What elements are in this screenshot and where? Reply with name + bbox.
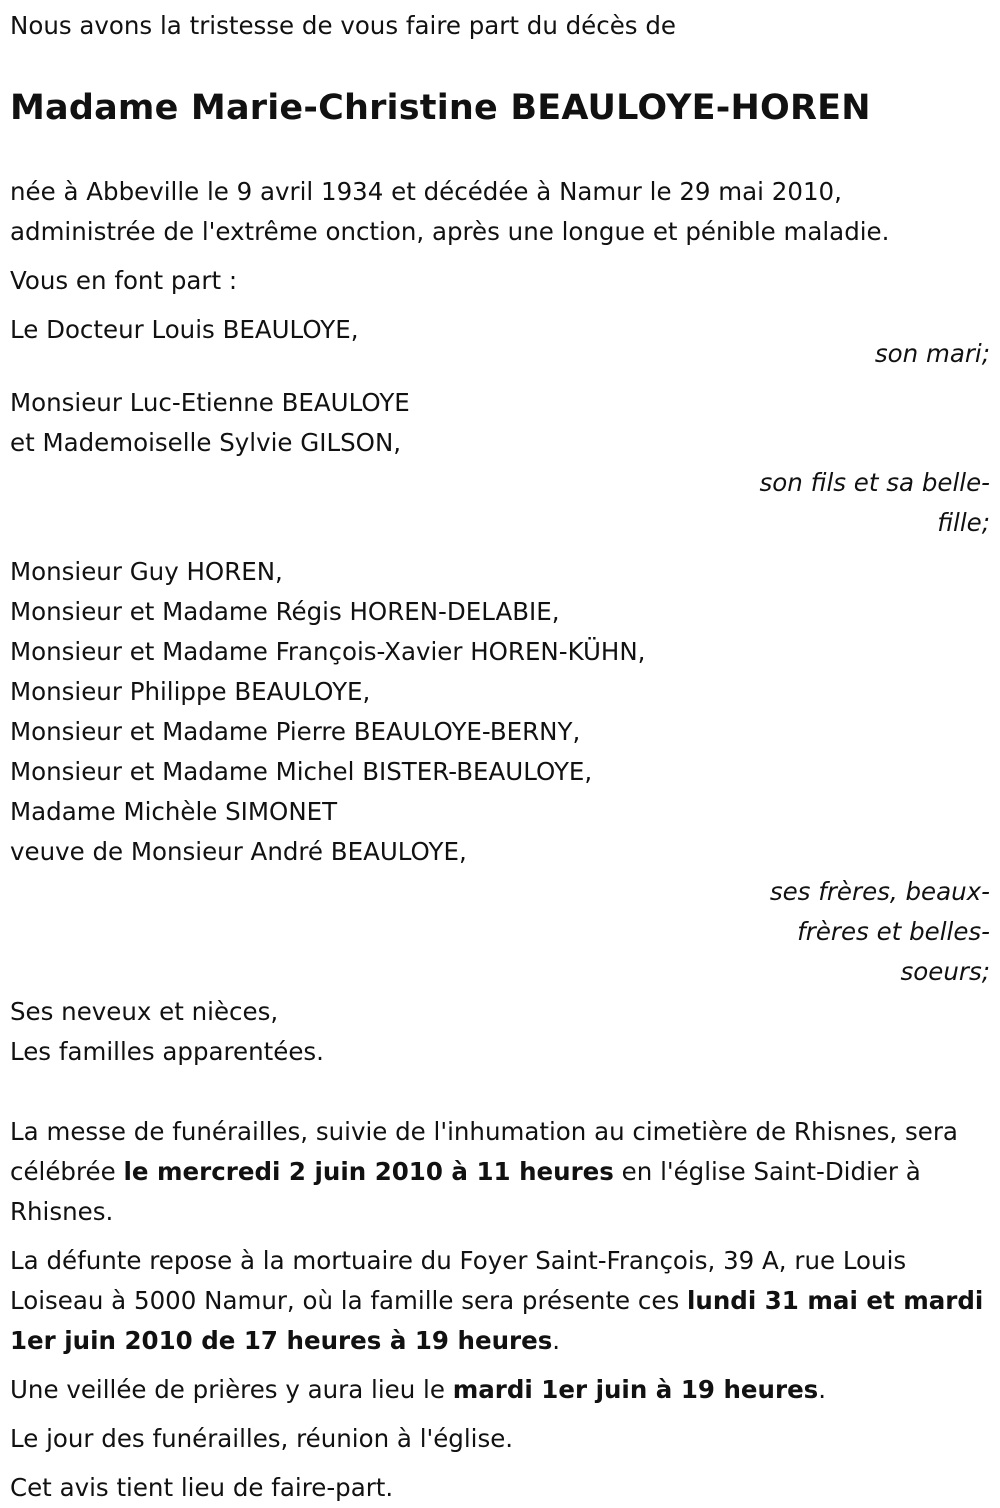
mortuary-text: . [552, 1326, 561, 1355]
funeral-text: La messe de funérailles, suivie de l'inhumation au cimetière de Rhisnes, sera célébrée [10, 1117, 958, 1186]
family-member: Monsieur et Madame François-Xavier HOREN-KÜHN, [10, 637, 646, 666]
family-member: Monsieur et Madame Régis HOREN-DELABIE, [10, 597, 560, 626]
other-relatives [10, 992, 990, 1072]
family-member: veuve de Monsieur André BEAULOYE, [10, 837, 467, 866]
family-member: Le Docteur Louis BEAULOYE, [10, 315, 359, 344]
family-group-husband [10, 310, 990, 374]
funeral-date-time: le mercredi 2 juin 2010 à 11 heures [123, 1157, 614, 1186]
relation-label: son fils et sa belle-fille; [759, 468, 990, 537]
relation-label: son mari; [874, 339, 990, 368]
family-member: Monsieur Guy HOREN, [10, 557, 283, 586]
other-relative-line: Les familles apparentées. [10, 1037, 324, 1066]
family-member: Monsieur Luc-Etienne BEAULOYE [10, 388, 410, 417]
funeral-mass-paragraph [10, 1112, 990, 1232]
vigil-text: . [818, 1375, 827, 1404]
mortuary-paragraph [10, 1241, 990, 1361]
relation-label: ses frères, beaux-frères et belles-soeurs; [769, 877, 990, 986]
mortuary-text: La défunte repose à la mortuaire du Foyer Saint-François, 39 A, rue Louis Loiseau à 5000 Namur, où la famille sera présente ces [10, 1246, 907, 1315]
vigil-date-time: mardi 1er juin à 19 heures [452, 1375, 819, 1404]
deceased-name: Madame Marie-Christine BEAULOYE-HOREN [10, 88, 871, 128]
funeral-text: en l'église Saint-Didier à Rhisnes. [10, 1157, 921, 1226]
birth-death-line: née à Abbeville le 9 avril 1934 et décédée à Namur le 29 mai 2010, [10, 177, 842, 206]
visitation-date-time: lundi 31 mai et mardi 1er juin 2010 de 17 heures à 19 heures [10, 1286, 984, 1355]
closing-paragraph: Cet avis tient lieu de faire-part. [10, 1473, 394, 1502]
family-member: Monsieur Philippe BEAULOYE, [10, 677, 371, 706]
vigil-text: Une veillée de prières y aura lieu le [10, 1375, 453, 1404]
announcers-intro: Vous en font part : [10, 266, 238, 295]
family-group-son [10, 383, 990, 543]
intro-text: Nous avons la tristesse de vous faire part du décès de [10, 11, 676, 40]
other-relative-line: Ses neveux et nièces, [10, 997, 279, 1026]
family-member: Monsieur et Madame Michel BISTER-BEAULOYE, [10, 757, 593, 786]
meeting-paragraph: Le jour des funérailles, réunion à l'église. [10, 1424, 514, 1453]
family-group-siblings [10, 552, 990, 992]
family-member: Monsieur et Madame Pierre BEAULOYE-BERNY, [10, 717, 581, 746]
birth-death-line: administrée de l'extrême onction, après une longue et pénible maladie. [10, 217, 890, 246]
family-member: Madame Michèle SIMONET [10, 797, 338, 826]
vigil-paragraph [10, 1370, 990, 1410]
birth-death-info [10, 172, 990, 252]
family-member: et Mademoiselle Sylvie GILSON, [10, 428, 402, 457]
